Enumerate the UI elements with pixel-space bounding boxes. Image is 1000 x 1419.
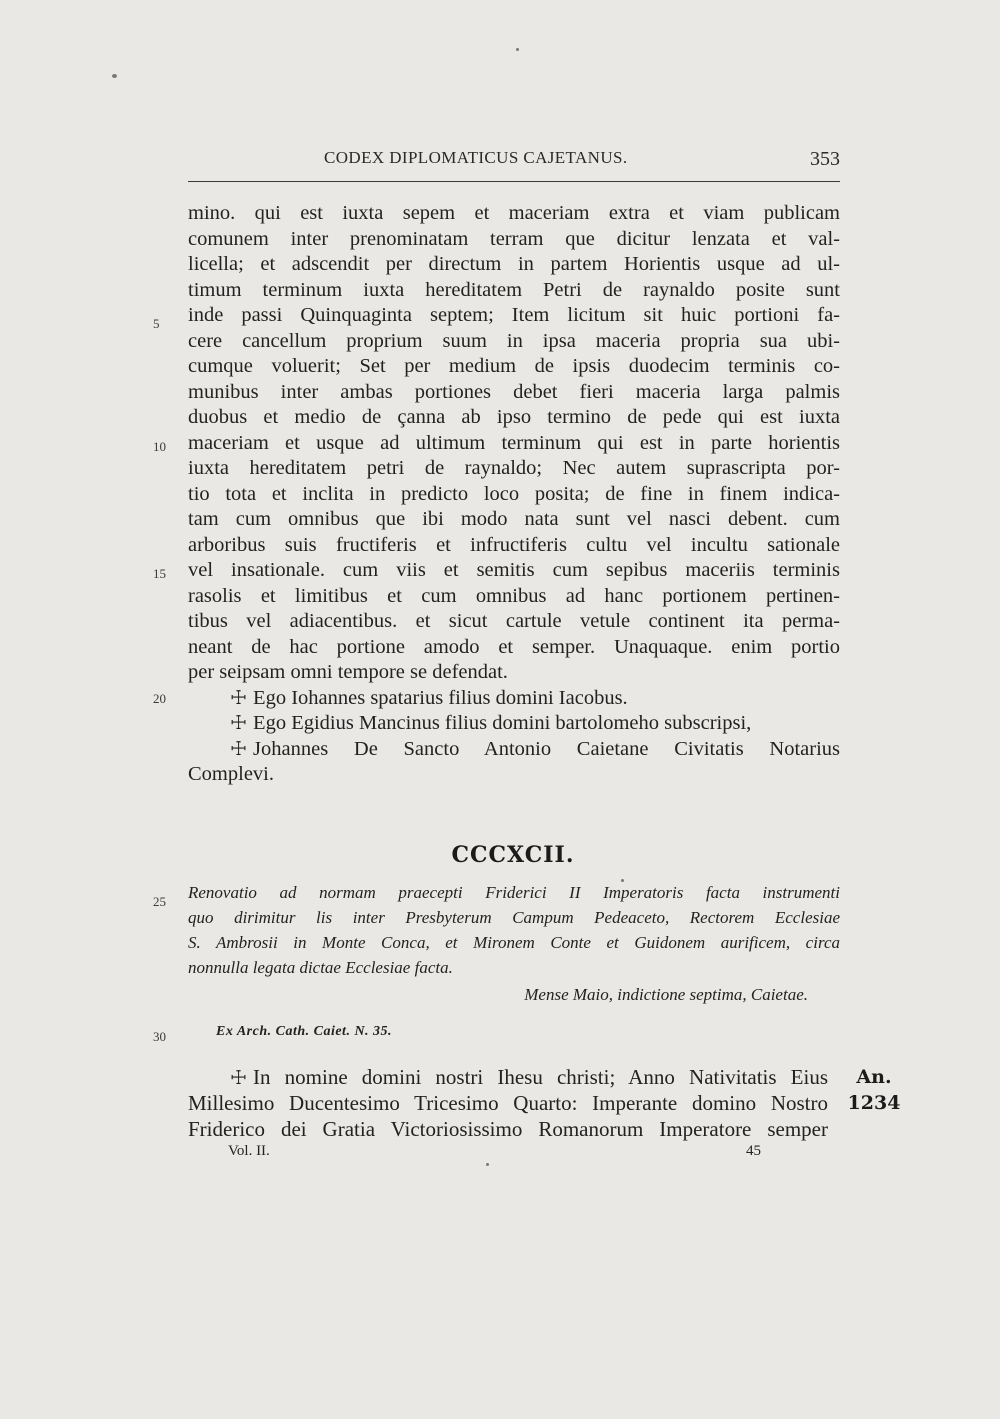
signature-text: Johannes De Sancto Antonio Caietane Civitatis Notarius <box>253 737 840 760</box>
line-number: 10 <box>153 439 166 454</box>
body-text <box>188 201 840 788</box>
body-line-final: Complevi. <box>188 763 274 785</box>
charter-line: Friderico dei Gratia Victoriosissimo Romanorum Imperatore semper <box>188 1117 828 1141</box>
signature-line <box>188 737 840 763</box>
line-number: 30 <box>153 1029 166 1044</box>
body-line: maceriam et usque ad ultimum terminum qui est in parte horientis <box>188 431 840 454</box>
cross-icon: ☩ <box>230 1068 248 1089</box>
body-line: cere cancellum proprium suum in ipsa maceria propria sua ubi- <box>188 329 840 352</box>
charter-text <box>188 1064 828 1142</box>
body-line: licella; et adscendit per directum in partem Horientis usque ad ul- <box>188 253 840 275</box>
document-summary <box>188 880 840 980</box>
line-number: 15 <box>153 566 166 581</box>
paper-speck <box>621 879 624 882</box>
margin-year: 1234 <box>847 1092 901 1114</box>
summary-line: quo dirimitur lis inter Presbyterum Campum Pedeaceto, Rectorem Ecclesiae <box>188 908 840 927</box>
margin-label: An. <box>856 1066 892 1088</box>
body-line: duobus et medio de çanna ab ipso termino de pede qui est iuxta <box>188 406 840 428</box>
signature-line <box>188 711 840 737</box>
cross-icon: ☩ <box>230 687 248 709</box>
charter-line: Millesimo Ducentesimo Tricesimo Quarto: Imperante domino Nostro <box>188 1091 828 1115</box>
body-line: arboribus suis fructiferis et infructiferis cultu vel incultu sationale <box>188 533 840 556</box>
summary-line: nonnulla legata dictae Ecclesiae facta. <box>188 958 453 977</box>
body-line: timum terminum iuxta hereditatem Petri de raynaldo posite sunt <box>188 278 840 301</box>
body-line: rasolis et limitibus et cum omnibus ad hanc portionem pertinen- <box>188 584 840 607</box>
footer-signature: 45 <box>746 1143 761 1159</box>
line-number: 25 <box>153 894 166 909</box>
paper-speck <box>486 1163 489 1166</box>
footer-volume: Vol. II. <box>228 1143 270 1159</box>
document-date: Mense Maio, indictione septima, Caietae. <box>524 985 808 1004</box>
signature-text: Ego Iohannes spatarius filius domini Iacobus. <box>253 686 628 709</box>
paper-speck <box>516 48 519 51</box>
charter-line-text: In nomine domini nostri Ihesu christi; Anno Nativitatis Eius <box>253 1065 828 1089</box>
summary-line: S. Ambrosii in Monte Conca, et Mironem Conte et Guidonem aurificem, circa <box>188 933 840 952</box>
line-number: 5 <box>153 316 160 331</box>
summary-line: Renovatio ad normam praecepti Friderici II Imperatoris facta instrumenti <box>188 883 840 902</box>
body-line: munibus inter ambas portiones debet fieri maceria larga palmis <box>188 380 840 403</box>
body-line: comunem inter prenominatam terram que dicitur lenzata et val- <box>188 227 840 250</box>
body-line: cumque voluerit; Set per medium de ipsis duodecim terminis co- <box>188 355 840 377</box>
body-line: iuxta hereditatem petri de raynaldo; Nec autem suprascripta por- <box>188 457 840 479</box>
line-number: 20 <box>153 691 166 706</box>
body-line: vel insationale. cum viis et semitis cum sepibus maceriis terminis <box>188 559 840 581</box>
signature-text: Ego Egidius Mancinus filius domini bartolomeho subscripsi, <box>253 712 752 734</box>
body-line: inde passi Quinquaginta septem; Item licitum sit huic portioni fa- <box>188 304 840 326</box>
body-line: tibus vel adiacentibus. et sicut cartule vetule continent ita perma- <box>188 610 840 632</box>
cross-icon: ☩ <box>230 713 248 734</box>
body-line: tam cum omnibus que ibi modo nata sunt vel nasci debent. cum <box>188 508 840 530</box>
document-source: Ex Arch. Cath. Caiet. N. 35. <box>216 1024 393 1039</box>
document-number: CCCXCII. <box>451 842 575 868</box>
running-head <box>188 148 840 174</box>
body-line: mino. qui est iuxta sepem et maceriam extra et viam publicam <box>188 202 840 224</box>
header-rule <box>188 181 840 182</box>
body-line: per seipsam omni tempore se defendat. <box>188 661 508 683</box>
cross-icon: ☩ <box>230 738 248 760</box>
signature-line <box>188 686 840 712</box>
body-line: neant de hac portione amodo et semper. Unaquaque. enim portio <box>188 635 840 658</box>
running-head-title: CODEX DIPLOMATICUS CAJETANUS. <box>324 148 628 167</box>
page-number: 353 <box>810 148 840 170</box>
charter-line <box>188 1064 828 1090</box>
body-line: tio tota et inclita in predicto loco posita; de fine in finem indica- <box>188 482 840 505</box>
paper-speck <box>112 74 117 78</box>
